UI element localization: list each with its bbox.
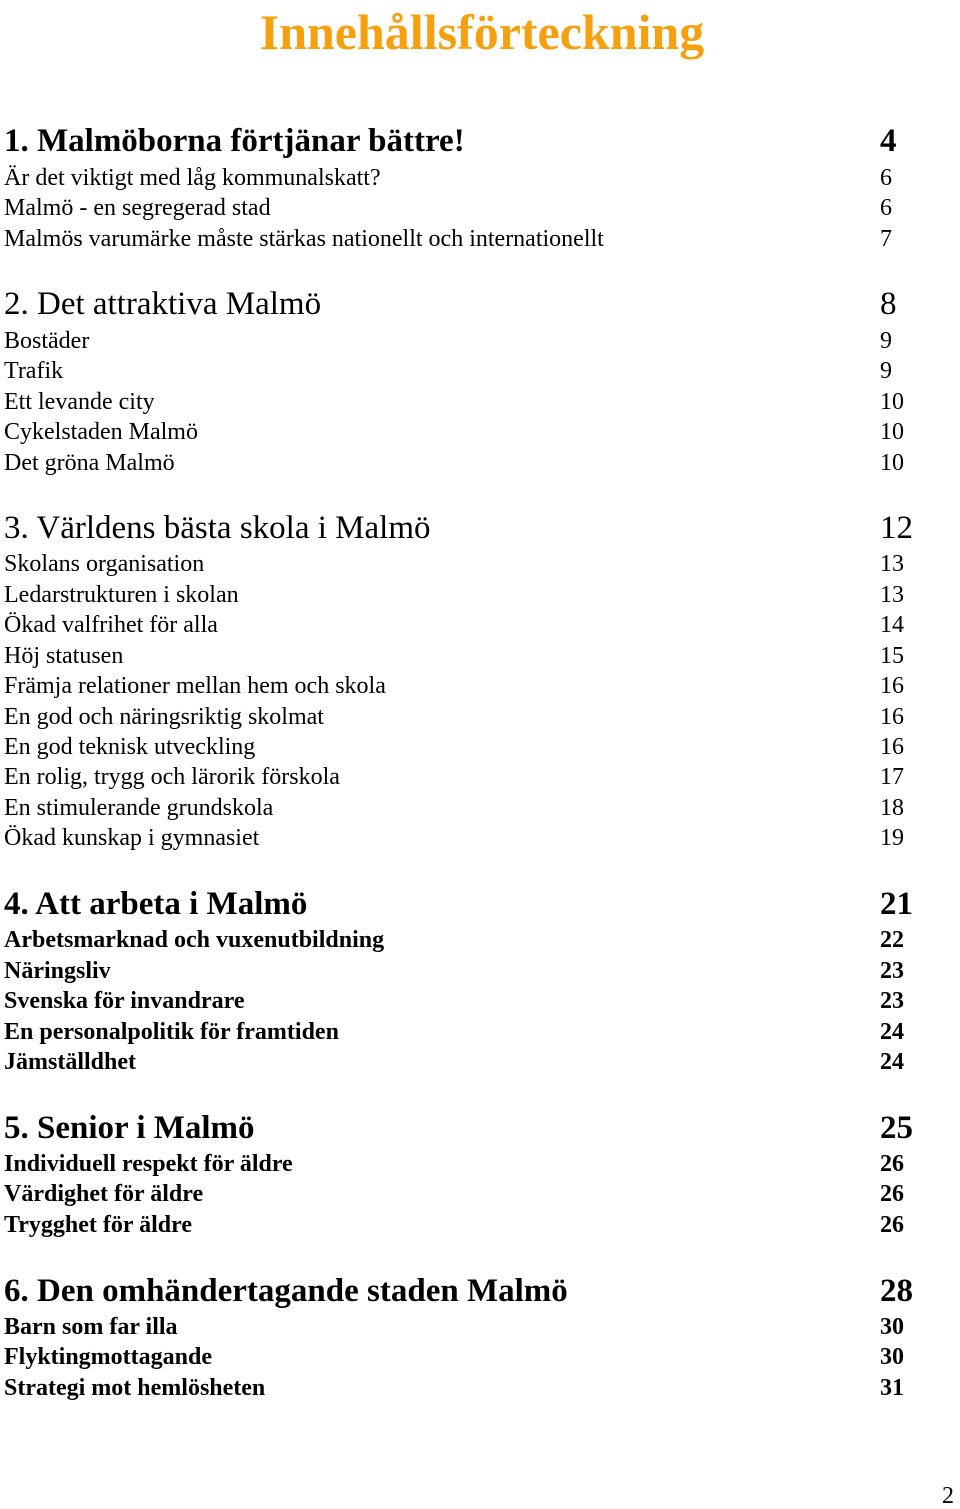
toc-heading-page: 28 — [880, 1273, 913, 1309]
toc-item-page: 26 — [880, 1181, 904, 1207]
toc-item[interactable] — [4, 1047, 916, 1077]
toc-item-page: 14 — [880, 612, 904, 638]
toc-item-page: 13 — [880, 551, 904, 577]
toc-item-label: Är det viktigt med låg kommunalskatt? — [4, 165, 381, 191]
toc-item-page: 9 — [880, 328, 892, 354]
toc-item-label: Värdighet för äldre — [4, 1181, 204, 1207]
toc-item[interactable] — [4, 641, 916, 671]
toc-item-page: 9 — [880, 358, 892, 384]
toc-heading-page: 12 — [880, 510, 913, 546]
toc-item[interactable] — [4, 193, 916, 223]
toc-item-label: Barn som far illa — [4, 1314, 178, 1340]
toc-item-label: En god och näringsriktig skolmat — [4, 704, 324, 730]
toc-heading-page: 4 — [880, 123, 897, 159]
toc-item[interactable] — [4, 417, 916, 447]
toc-item[interactable] — [4, 448, 916, 478]
toc-heading-page: 25 — [880, 1110, 913, 1146]
toc-item-page: 16 — [880, 704, 904, 730]
toc-item[interactable] — [4, 1149, 916, 1179]
toc-item-label: Skolans organisation — [4, 551, 205, 577]
toc-item-page: 26 — [880, 1151, 904, 1177]
toc-item-page: 18 — [880, 795, 904, 821]
toc-item-page: 22 — [880, 927, 904, 953]
toc-item-page: 10 — [880, 450, 904, 476]
toc-item-label: En personalpolitik för framtiden — [4, 1019, 339, 1045]
toc-item-page: 10 — [880, 419, 904, 445]
toc-item-label: En rolig, trygg och lärorik förskola — [4, 764, 340, 790]
toc-heading-label: 2. Det attraktiva Malmö — [4, 286, 322, 322]
toc-heading-3[interactable] — [4, 508, 916, 548]
toc-item-page: 24 — [880, 1049, 904, 1075]
toc-heading-label: 1. Malmöborna förtjänar bättre! — [4, 123, 465, 159]
toc-item[interactable] — [4, 823, 916, 853]
toc-item[interactable] — [4, 1179, 916, 1209]
toc-item-label: Ledarstrukturen i skolan — [4, 582, 239, 608]
toc-item[interactable] — [4, 671, 916, 701]
toc-item-label: Trygghet för äldre — [4, 1212, 192, 1238]
toc-item-page: 30 — [880, 1344, 904, 1370]
toc-item-page: 10 — [880, 389, 904, 415]
toc-item[interactable] — [4, 224, 916, 254]
toc-item[interactable] — [4, 387, 916, 417]
toc-heading-label: 6. Den omhändertagande staden Malmö — [4, 1273, 568, 1309]
toc-item-page: 23 — [880, 958, 904, 984]
toc-item[interactable] — [4, 610, 916, 640]
toc-item-label: Ökad valfrihet för alla — [4, 612, 218, 638]
toc-item[interactable] — [4, 956, 916, 986]
toc-item-label: Cykelstaden Malmö — [4, 419, 198, 445]
toc-item-label: Främja relationer mellan hem och skola — [4, 673, 386, 699]
toc-item[interactable] — [4, 580, 916, 610]
toc-item-page: 19 — [880, 825, 904, 851]
toc-item-page: 15 — [880, 643, 904, 669]
toc-item[interactable] — [4, 326, 916, 356]
page-number: 2 — [942, 1483, 954, 1509]
toc-item-page: 26 — [880, 1212, 904, 1238]
toc-item-label: Svenska för invandrare — [4, 988, 245, 1014]
toc-item[interactable] — [4, 1373, 916, 1403]
toc-heading-page: 21 — [880, 886, 913, 922]
toc-item[interactable] — [4, 163, 916, 193]
toc-heading-5[interactable] — [4, 1108, 916, 1148]
toc-item-page: 24 — [880, 1019, 904, 1045]
toc-item-page: 31 — [880, 1375, 904, 1401]
toc-item-page: 16 — [880, 673, 904, 699]
toc-heading-4[interactable] — [4, 884, 916, 924]
toc-item-label: Jämställdhet — [4, 1049, 136, 1075]
toc-item[interactable] — [4, 702, 916, 732]
toc-item[interactable] — [4, 1210, 916, 1240]
toc-item-page: 30 — [880, 1314, 904, 1340]
toc-item-page: 7 — [880, 226, 892, 252]
toc-item[interactable] — [4, 1312, 916, 1342]
toc-item-page: 16 — [880, 734, 904, 760]
toc-item-page: 13 — [880, 582, 904, 608]
toc-item-label: Ökad kunskap i gymnasiet — [4, 825, 260, 851]
document-title: Innehållsförteckning — [259, 4, 705, 60]
toc-heading-1[interactable] — [4, 121, 916, 161]
toc-item[interactable] — [4, 925, 916, 955]
toc-item-label: Arbetsmarknad och vuxenutbildning — [4, 927, 385, 953]
toc-item-label: En stimulerande grundskola — [4, 795, 274, 821]
toc-heading-label: 4. Att arbeta i Malmö — [4, 886, 308, 922]
toc-item-page: 6 — [880, 165, 892, 191]
toc-item-label: Strategi mot hemlösheten — [4, 1375, 266, 1401]
toc-item[interactable] — [4, 1017, 916, 1047]
toc-item[interactable] — [4, 762, 916, 792]
toc-item-label: Malmös varumärke måste stärkas nationellt och internationellt — [4, 226, 604, 252]
toc-item-label: Trafik — [4, 358, 64, 384]
toc-item-label: Det gröna Malmö — [4, 450, 175, 476]
toc-item-label: Ett levande city — [4, 389, 155, 415]
toc-item-page: 17 — [880, 764, 904, 790]
toc-item-label: Individuell respekt för äldre — [4, 1151, 293, 1177]
toc-item-label: Malmö - en segregerad stad — [4, 195, 271, 221]
toc-item[interactable] — [4, 793, 916, 823]
toc-item[interactable] — [4, 732, 916, 762]
toc-heading-label: 5. Senior i Malmö — [4, 1110, 255, 1146]
toc-item[interactable] — [4, 356, 916, 386]
toc-item-label: En god teknisk utveckling — [4, 734, 256, 760]
toc-item[interactable] — [4, 1342, 916, 1372]
toc-item-label: Näringsliv — [4, 958, 111, 984]
toc-heading-2[interactable] — [4, 284, 916, 324]
toc-item-label: Bostäder — [4, 328, 90, 354]
toc-item[interactable] — [4, 549, 916, 579]
toc-item-label: Flyktingmottagande — [4, 1344, 213, 1370]
toc-item-label: Höj statusen — [4, 643, 124, 669]
toc-item-page: 6 — [880, 195, 892, 221]
toc-item-page: 23 — [880, 988, 904, 1014]
toc-item[interactable] — [4, 986, 916, 1016]
toc-heading-label: 3. Världens bästa skola i Malmö — [4, 510, 431, 546]
toc-heading-6[interactable] — [4, 1271, 916, 1311]
toc-heading-page: 8 — [880, 286, 897, 322]
